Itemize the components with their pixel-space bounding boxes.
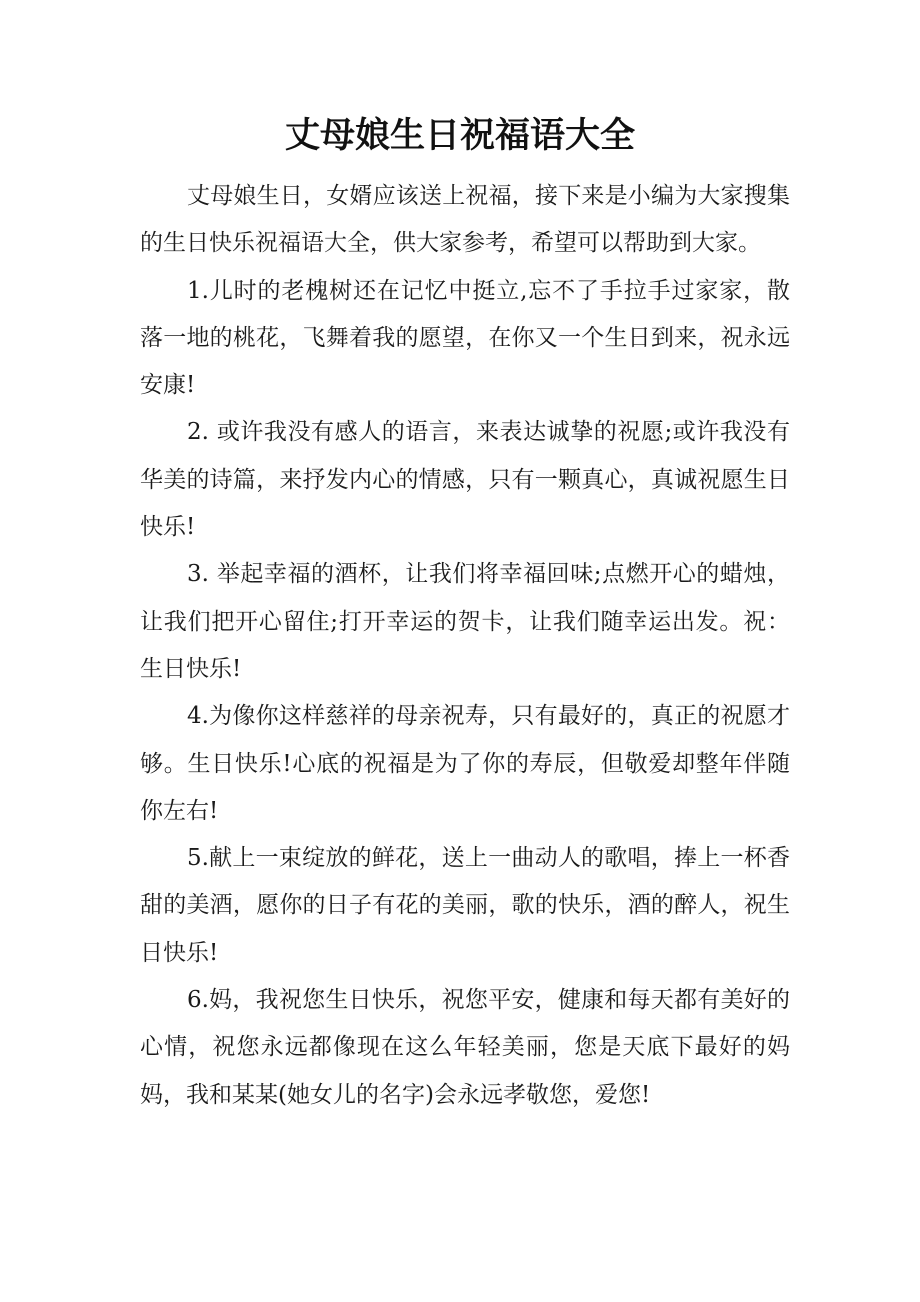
paragraph-wish-5: 5.献上一束绽放的鲜花，送上一曲动人的歌唱，捧上一杯香甜的美酒，愿你的日子有花的美丽，歌的快乐，酒的醉人，祝生日快乐!	[140, 845, 790, 966]
paragraph-wish-1: 1.儿时的老槐树还在记忆中挺立,忘不了手拉手过家家，散落一地的桃花，飞舞着我的愿望，在你又一个生日到来，祝永远安康!	[140, 277, 790, 399]
paragraph-intro: 丈母娘生日，女婿应该送上祝福，接下来是小编为大家搜集的生日快乐祝福语大全，供大家参考，希望可以帮助到大家。	[140, 183, 790, 257]
paragraph-wish-6: 6.妈，我祝您生日快乐，祝您平安，健康和每天都有美好的心情，祝您永远都像现在这么年轻美丽，您是天底下最好的妈妈，我和某某(她女儿的名字)会永远孝敬您，爱您!	[140, 987, 790, 1108]
document-title: 丈母娘生日祝福语大全	[284, 115, 635, 156]
paragraph-wish-2: 2. 或许我没有感人的语言，来表达诚挚的祝愿;或许我没有华美的诗篇，来抒发内心的情感，只有一颗真心，真诚祝愿生日快乐!	[140, 419, 790, 541]
paragraph-wish-4: 4.为像你这样慈祥的母亲祝寿，只有最好的，真正的祝愿才够。生日快乐!心底的祝福是为了你的寿辰，但敬爱却整年伴随你左右!	[140, 703, 790, 824]
paragraph-wish-3: 3. 举起幸福的酒杯，让我们将幸福回味;点燃开心的蜡烛，让我们把开心留住;打开幸运的贺卡，让我们随幸运出发。祝：生日快乐!	[140, 561, 790, 682]
document-body	[140, 173, 790, 1119]
